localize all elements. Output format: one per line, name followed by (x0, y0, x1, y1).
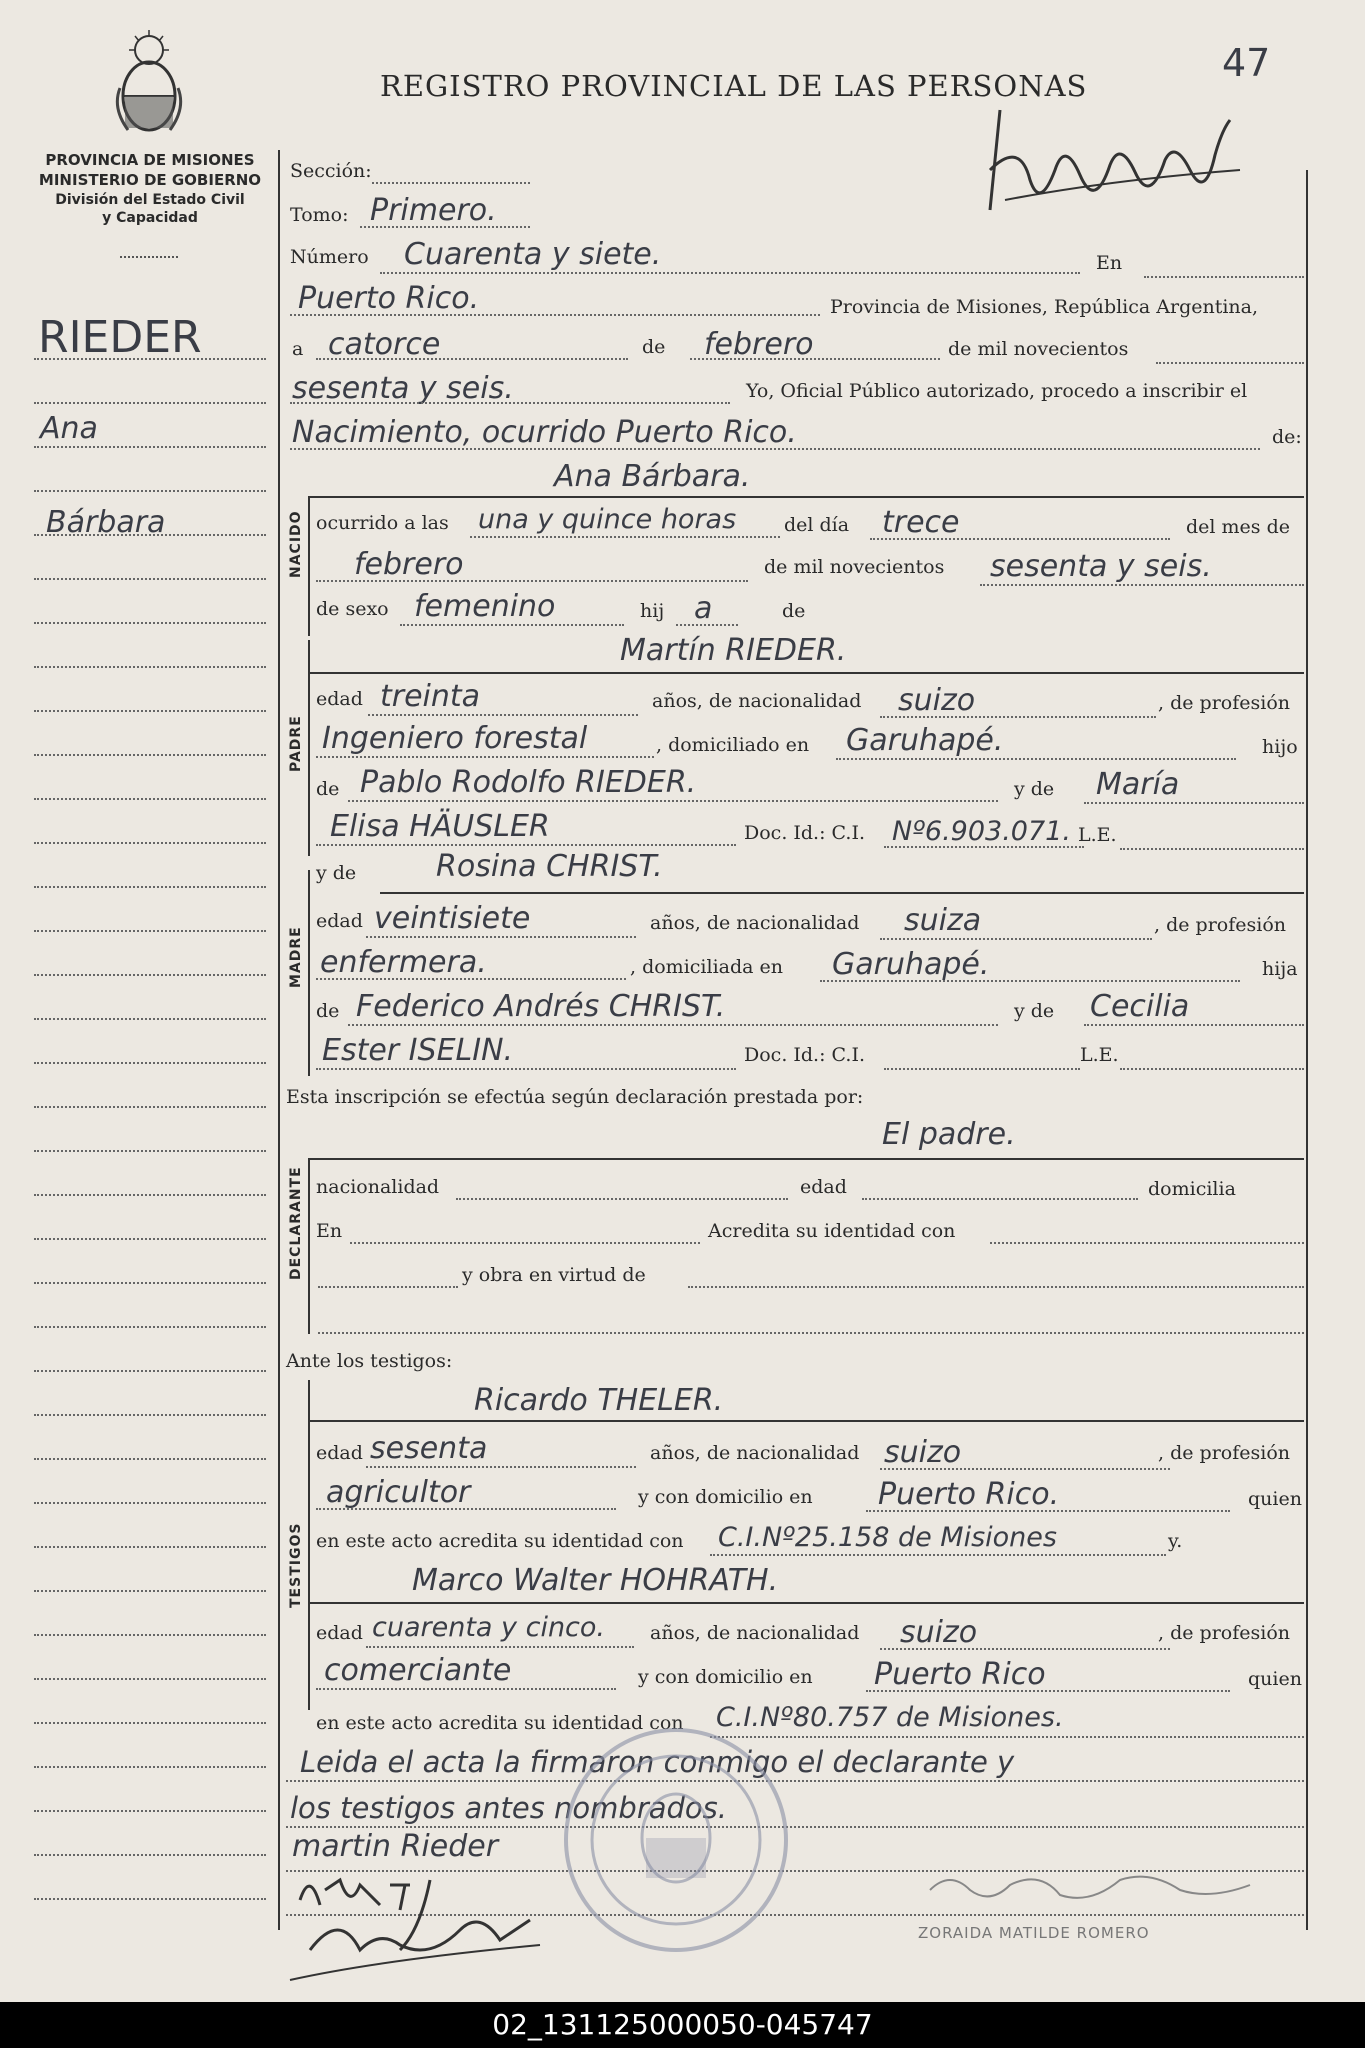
line-padre-madre-de-2 (316, 844, 736, 846)
label-mil-novecientos-2: de mil novecientos (764, 556, 945, 578)
testigos-bracket (308, 1380, 310, 1710)
line-madre-domicilio (820, 980, 1240, 982)
officer-name-stamp: ZORAIDA MATILDE ROMERO (918, 1924, 1150, 1942)
madre-profesion: enfermera. (320, 945, 487, 980)
value-tipo: Nacimiento, ocurrido Puerto Rico. (292, 415, 797, 450)
margin-line (34, 886, 266, 888)
line-padre-nacionalidad (880, 716, 1156, 718)
label-profesion-madre: , de profesión (1154, 914, 1286, 936)
label-con-domicilio-testigo1: y con domicilio en (638, 1486, 813, 1508)
line-madre-madre-de-2 (316, 1068, 736, 1070)
line-testigo2-profesion (316, 1688, 616, 1690)
line-hora (470, 536, 780, 538)
margin-line (34, 1194, 266, 1196)
padre-madre-de-2: Elisa HÄUSLER (330, 809, 550, 844)
margin-line (34, 1502, 266, 1504)
line-testigo1-profesion (316, 1508, 616, 1510)
padre-profesion: Ingeniero forestal (322, 721, 588, 756)
line-padre-doc (884, 846, 1084, 848)
line-testigo1-nacionalidad (880, 1468, 1170, 1470)
officer-signature (920, 1860, 1260, 1910)
testigo2-domicilio: Puerto Rico (874, 1657, 1046, 1692)
margin-line (34, 1546, 266, 1548)
testigo1-nacionalidad: suizo (884, 1435, 962, 1470)
madre-domicilio: Garuhapé. (832, 947, 990, 982)
madre-edad: veintisiete (374, 901, 531, 936)
margin-line (34, 1766, 266, 1768)
line-madre-edad (366, 936, 636, 938)
label-nacionalidad-declarante: nacionalidad (316, 1176, 440, 1198)
padre-padre-de: Pablo Rodolfo RIEDER. (360, 765, 697, 800)
padre-doc: Nº6.903.071. (892, 816, 1071, 847)
right-border (1306, 170, 1308, 1930)
testigo1-nombre: Ricardo THELER. (474, 1383, 724, 1418)
padre-nacionalidad: suizo (898, 683, 976, 718)
margin-line (34, 710, 266, 712)
line-madre-madre-de-1 (1084, 1024, 1304, 1026)
line-declarante-en (350, 1242, 700, 1244)
value-lugar: Puerto Rico. (298, 281, 480, 316)
line-testigo2-doc (710, 1736, 1304, 1738)
margin-line (34, 930, 266, 932)
document-title: REGISTRO PROVINCIAL DE LAS PERSONAS (380, 69, 1088, 103)
line-testigo2-edad (366, 1646, 634, 1648)
label-le-madre: L.E. (1080, 1044, 1119, 1066)
declarante-bracket (308, 1158, 310, 1334)
line-padre-edad (368, 714, 638, 716)
margin-line (34, 1634, 266, 1636)
line-testigo1-edad (366, 1466, 636, 1468)
closing-line-2: los testigos antes nombrados. (290, 1791, 727, 1825)
value-dia-inscripcion: catorce (328, 327, 441, 362)
label-seccion: Sección: (290, 160, 372, 182)
witness-signatures (280, 1850, 600, 1990)
label-nacionalidad-testigo2: años, de nacionalidad (650, 1622, 860, 1644)
line-madre-le (1120, 1068, 1304, 1070)
tab-nacido: NACIDO (288, 510, 304, 578)
madre-madre-de-1: Cecilia (1090, 989, 1190, 1024)
label-a: a (292, 338, 304, 360)
margin-line (34, 534, 266, 536)
value-hij-suffix: a (694, 591, 713, 626)
value-nombre: Ana Bárbara. (554, 459, 751, 494)
madre-bracket (308, 870, 310, 1076)
page-number: 47 (1222, 41, 1271, 85)
closing-line-1: Leida el acta la firmaron conmigo el declarante y (300, 1745, 1015, 1779)
declarante-top-line (308, 1158, 1304, 1160)
label-de-colon: de: (1272, 426, 1302, 448)
label-de-mes: de (642, 336, 666, 358)
testigo2-doc: C.I.Nº80.757 de Misiones. (716, 1702, 1064, 1733)
line-madre-padre-de (348, 1024, 998, 1026)
testigo2-top-line (308, 1602, 1304, 1604)
line-testigo2-nacionalidad (880, 1648, 1170, 1650)
margin-line (34, 1414, 266, 1416)
father-signature: martin Rieder (292, 1829, 499, 1864)
margin-line (34, 490, 266, 492)
label-edad-padre: edad (316, 688, 363, 710)
label-oficial: Yo, Oficial Público autorizado, procedo a inscribir el (746, 380, 1248, 402)
label-domicilia: domicilia (1148, 1178, 1236, 1200)
label-edad-declarante: edad (800, 1176, 847, 1198)
nacido-bracket (308, 496, 310, 636)
label-hija: hija (1262, 958, 1298, 980)
madre-padre-de: Federico Andrés CHRIST. (356, 989, 726, 1024)
margin-line (34, 1326, 266, 1328)
line-padre-profesion (316, 756, 654, 758)
line-lugar (290, 314, 820, 316)
testigo2-nombre: Marco Walter HOHRATH. (412, 1563, 779, 1598)
official-seal (556, 1720, 796, 1960)
label-quien-testigo2: quien (1248, 1668, 1302, 1690)
line-mes-inscripcion (690, 358, 940, 360)
margin-line (34, 666, 266, 668)
padre-madre-de-1: María (1096, 767, 1180, 802)
testigo2-nacionalidad: suizo (900, 1615, 978, 1650)
line-numero (380, 272, 1080, 274)
line-declarante-obra (688, 1286, 1304, 1288)
label-nacionalidad-padre: años, de nacionalidad (652, 690, 862, 712)
label-profesion-padre: , de profesión (1158, 692, 1290, 714)
line-padre-madre-de-1 (1084, 802, 1304, 804)
padre-domicilio: Garuhapé. (846, 723, 1004, 758)
padre-edad: treinta (380, 679, 481, 714)
line-padre-padre-de (348, 800, 998, 802)
madre-top-line (380, 892, 1304, 894)
margin-line (34, 578, 266, 580)
madre-nombre: Rosina CHRIST. (436, 849, 663, 884)
margin-line (34, 1810, 266, 1812)
value-numero: Cuarenta y siete. (404, 237, 662, 272)
label-doc-padre: Doc. Id.: C.I. (744, 822, 865, 844)
testigo1-edad: sesenta (370, 1431, 488, 1466)
line-testigo2-domicilio (866, 1690, 1230, 1692)
coat-of-arms-icon (110, 28, 188, 140)
line-ano-start (1156, 362, 1304, 364)
label-ante-testigos: Ante los testigos: (286, 1350, 453, 1372)
margin-line (34, 358, 266, 360)
margin-line (34, 1458, 266, 1460)
label-doc-madre: Doc. Id.: C.I. (744, 1044, 865, 1066)
padre-bracket (308, 640, 310, 856)
line-mes-nacimiento (316, 580, 748, 582)
margin-line (34, 1238, 266, 1240)
label-le-padre: L.E. (1078, 824, 1117, 846)
label-nacionalidad-madre: años, de nacionalidad (650, 912, 860, 934)
line-madre-nacionalidad (880, 938, 1152, 940)
line-ano-nacimiento (980, 584, 1304, 586)
margin-line (34, 1282, 266, 1284)
label-edad-testigo1: edad (316, 1442, 363, 1464)
line-declarante-acredita (990, 1242, 1304, 1244)
madre-madre-de-2: Ester ISELIN. (322, 1033, 514, 1068)
label-nacionalidad-testigo1: años, de nacionalidad (650, 1442, 860, 1464)
margin-first-name: Ana (40, 411, 98, 446)
line-madre-profesion (316, 978, 626, 980)
column-separator (278, 150, 280, 1930)
line-tomo (360, 226, 530, 228)
line-sexo (400, 624, 624, 626)
label-hijo: hijo (1262, 736, 1298, 758)
label-de-sexo: de sexo (316, 598, 389, 620)
line-declarante-obra-start (318, 1286, 458, 1288)
margin-second-name: Bárbara (46, 505, 166, 540)
margin-line (34, 1018, 266, 1020)
padre-nombre: Martín RIEDER. (620, 633, 847, 668)
line-madre-doc (884, 1068, 1080, 1070)
testigo1-doc: C.I.Nº25.158 de Misiones (718, 1522, 1057, 1553)
label-acredita-testigo1: en este acto acredita su identidad con (316, 1530, 684, 1552)
testigo1-top-line (308, 1420, 1304, 1422)
label-de-madre-padre: de (316, 1000, 340, 1022)
value-declarante: El padre. (882, 1117, 1016, 1152)
margin-line (34, 1062, 266, 1064)
value-ano-nacimiento: sesenta y seis. (990, 549, 1212, 584)
tab-testigos: TESTIGOS (288, 1522, 304, 1608)
label-del-dia: del día (784, 514, 850, 536)
testigo1-domicilio: Puerto Rico. (878, 1477, 1060, 1512)
label-quien-testigo1: quien (1248, 1488, 1302, 1510)
label-domiciliada-madre: , domiciliada en (630, 956, 783, 978)
margin-line (34, 622, 266, 624)
footer-id: 02_131125000050-045747 (0, 2002, 1365, 2048)
margin-line (34, 1678, 266, 1680)
label-de-parents: de (782, 600, 806, 622)
label-acredita: Acredita su identidad con (708, 1220, 956, 1242)
line-padre-le (1120, 848, 1304, 850)
margin-line (34, 974, 266, 976)
label-profesion-testigo1: , de profesión (1158, 1442, 1290, 1464)
nacido-top-line (308, 496, 1304, 498)
tab-madre: MADRE (288, 926, 304, 988)
label-del-mes-de: del mes de (1186, 516, 1290, 538)
margin-line (34, 1150, 266, 1152)
line-dia-nacimiento (870, 538, 1170, 540)
label-numero: Número (290, 246, 369, 268)
tab-declarante: DECLARANTE (288, 1166, 304, 1280)
label-y-de-madre-2: y de (1014, 1000, 1055, 1022)
line-declarante-extra (318, 1332, 1304, 1334)
label-de-padre-padre: de (316, 778, 340, 800)
margin-line (34, 1898, 266, 1900)
testigo2-profesion: comerciante (324, 1653, 512, 1688)
line-seccion (372, 182, 530, 184)
line-padre-domicilio (836, 758, 1236, 760)
label-provincia: Provincia de Misiones, República Argentina, (830, 296, 1259, 318)
value-mes-inscripcion: febrero (704, 327, 814, 362)
line-declarante-nacionalidad (456, 1198, 788, 1200)
value-tomo: Primero. (370, 193, 497, 228)
value-sexo: femenino (414, 589, 556, 624)
madre-nacionalidad: suiza (904, 903, 982, 938)
margin-line (34, 1590, 266, 1592)
label-obra: y obra en virtud de (462, 1264, 646, 1286)
line-hij (676, 624, 738, 626)
line-testigo1-doc (710, 1554, 1166, 1556)
label-y-de-padre: y de (1014, 778, 1055, 800)
margin-line (34, 842, 266, 844)
margin-line (34, 402, 266, 404)
line-declarante-edad (862, 1198, 1138, 1200)
label-tomo: Tomo: (290, 204, 349, 226)
line-dia-inscripcion (316, 358, 628, 360)
line-tipo (290, 448, 1260, 450)
label-y-de-madre: y de (316, 862, 357, 884)
header-underline (120, 256, 178, 258)
padre-top-line (308, 672, 1304, 674)
line-testigo1-domicilio (866, 1510, 1230, 1512)
label-con-domicilio-testigo2: y con domicilio en (638, 1666, 813, 1688)
label-ocurrido-a-las: ocurrido a las (316, 512, 449, 534)
label-domiciliado-padre: , domiciliado en (656, 734, 810, 756)
margin-surname: RIEDER (38, 312, 202, 363)
label-edad-testigo2: edad (316, 1622, 363, 1644)
margin-line (34, 798, 266, 800)
label-en: En (1096, 252, 1123, 274)
margin-line (34, 1370, 266, 1372)
testigo1-profesion: agricultor (326, 1475, 471, 1510)
margin-line (34, 446, 266, 448)
value-mes-nacimiento: febrero (354, 547, 464, 582)
value-dia-nacimiento: trece (882, 505, 960, 540)
margin-line (34, 1722, 266, 1724)
margin-line (34, 754, 266, 756)
margin-line (34, 1854, 266, 1856)
value-ano-inscripcion: sesenta y seis. (292, 371, 514, 406)
line-ano-inscripcion (290, 402, 730, 404)
label-acredita-testigo2: en este acto acredita su identidad con (316, 1712, 684, 1734)
label-y-testigo1: y. (1168, 1530, 1183, 1552)
line-en (1144, 276, 1304, 278)
tab-padre: PADRE (288, 715, 304, 772)
label-profesion-testigo2: , de profesión (1158, 1622, 1290, 1644)
label-mil-novecientos: de mil novecientos (948, 338, 1129, 360)
label-edad-madre: edad (316, 910, 363, 932)
label-en-declarante: En (316, 1220, 343, 1242)
value-hora: una y quince horas (478, 504, 737, 535)
label-hij: hij (640, 600, 665, 622)
label-esta-inscripcion: Esta inscripción se efectúa según declaración prestada por: (286, 1086, 864, 1108)
signature-top-right (960, 60, 1260, 230)
margin-line (34, 1106, 266, 1108)
province-line: PROVINCIA DE MISIONES MINISTERIO DE GOBIERNO División del Estado Civil y Capacidad (38, 151, 262, 227)
testigo2-edad: cuarenta y cinco. (372, 1612, 606, 1643)
